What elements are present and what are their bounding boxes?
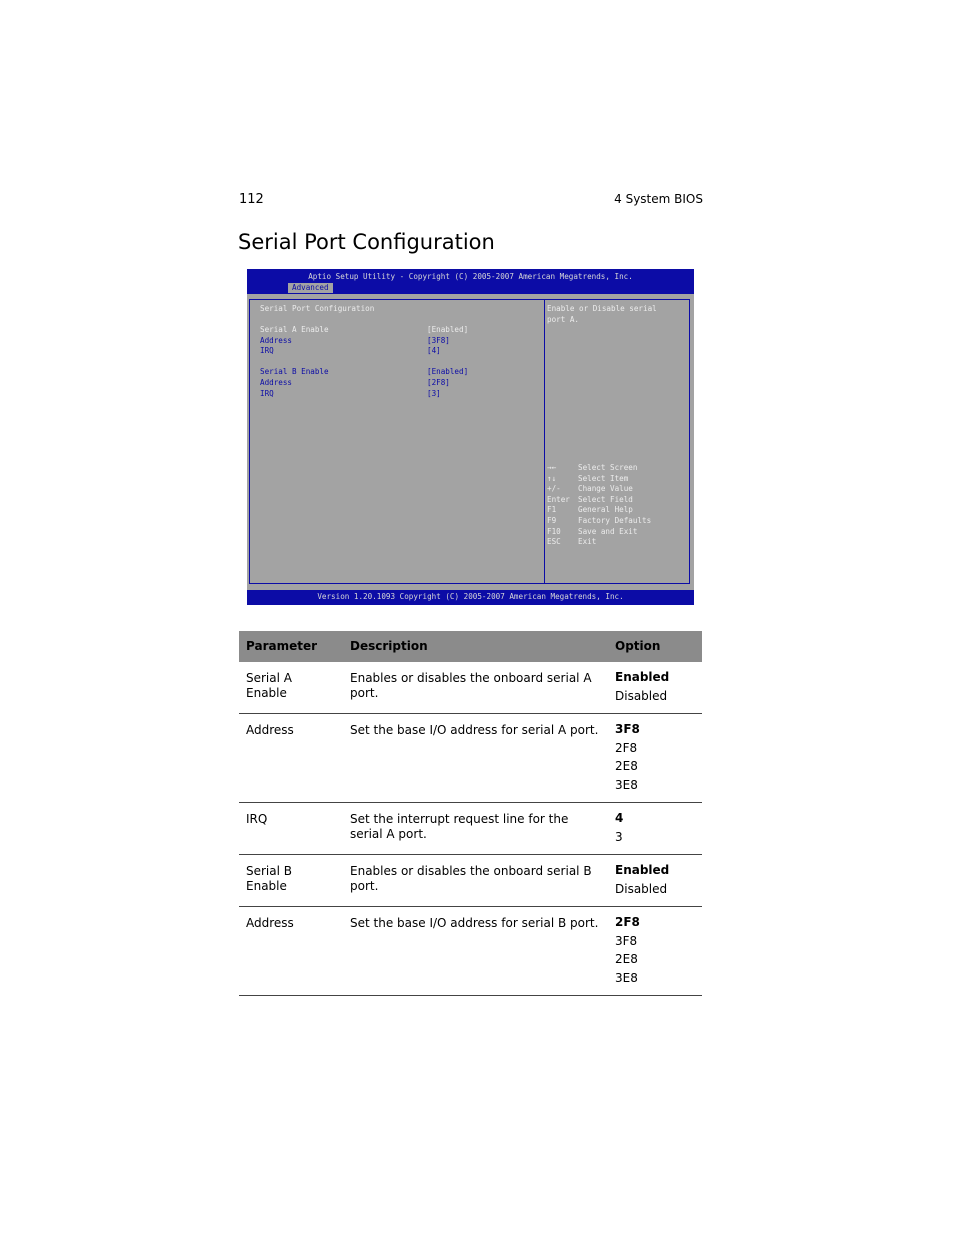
description-cell [343, 907, 608, 996]
bios-setting-label: Address [260, 335, 293, 345]
option-cell [608, 803, 702, 855]
bios-setting-value: [Enabled] [427, 325, 469, 334]
parameter-cell [239, 907, 343, 996]
bios-setting-value: [2F8] [427, 378, 450, 387]
bios-status-bar [247, 590, 694, 605]
table-header-row [239, 631, 702, 662]
parameter-cell [239, 803, 343, 855]
option-cell [608, 714, 702, 803]
option: 2E8 [615, 952, 638, 966]
bios-key: F9 [547, 516, 557, 525]
parameter-name: Address [246, 723, 294, 737]
bios-key-action: Select Field [578, 494, 633, 504]
default-option: 3F8 [615, 722, 640, 736]
default-option: Enabled [615, 863, 670, 877]
bios-setting-value: [4] [427, 346, 441, 356]
bios-screenshot [247, 269, 694, 605]
bios-key: →← [547, 463, 557, 472]
bios-key-action: Select Item [578, 473, 629, 483]
bios-key: F1 [547, 505, 557, 515]
parameter-table [239, 631, 702, 996]
parameter-name: Serial B Enable [246, 864, 293, 893]
bios-setting-label: Serial A Enable [260, 325, 329, 334]
bios-key-action: Save and Exit [578, 526, 638, 536]
description-text: Set the interrupt request line for the serial A port. [350, 812, 569, 841]
bios-setting-label: Address [260, 378, 293, 387]
option: 3E8 [615, 970, 638, 985]
option: 2F8 [615, 740, 638, 755]
description-cell [343, 803, 608, 855]
bios-divider [544, 299, 545, 584]
bios-setting-value: [Enabled] [427, 367, 469, 377]
bios-key-action: General Help [578, 505, 633, 515]
bios-tab-advanced: Advanced [288, 283, 333, 293]
bios-help-text: Enable or Disable serial [547, 304, 657, 313]
description-text: Set the base I/O address for serial B port. [350, 916, 599, 930]
option: Disabled [615, 881, 668, 896]
parameter-name: Serial A Enable [246, 671, 292, 700]
bios-key-action: Select Screen [578, 463, 638, 472]
bios-title: Aptio Setup Utility - Copyright (C) 2005-2007 American Megatrends, Inc. [308, 272, 633, 281]
bios-help-text: port A. [547, 314, 580, 324]
parameter-name: Address [246, 916, 294, 930]
description-cell [343, 855, 608, 907]
bios-key-action: Factory Defaults [578, 516, 652, 525]
bios-frame [249, 299, 690, 584]
bios-key: F10 [547, 526, 561, 536]
option-cell [608, 662, 702, 714]
bios-key: ESC [547, 537, 561, 547]
option-cell [608, 855, 702, 907]
running-header: 4 System BIOS [614, 192, 703, 206]
option: 3F8 [615, 933, 638, 948]
bios-key: ↑↓ [547, 473, 557, 483]
description-text: Enables or disables the onboard serial A port. [350, 671, 592, 700]
bios-setting-label: IRQ [260, 388, 274, 398]
parameter-cell [239, 855, 343, 907]
bios-setting-label: IRQ [260, 346, 274, 356]
parameter-cell [239, 662, 343, 714]
table-row [239, 662, 702, 714]
option-cell [608, 907, 702, 996]
column-header: Parameter [239, 631, 343, 662]
parameter-cell [239, 714, 343, 803]
bios-key-action: Exit [578, 537, 597, 547]
table-row [239, 714, 702, 803]
column-header: Option [608, 631, 702, 662]
default-option: 2F8 [615, 915, 640, 929]
column-header: Description [343, 631, 608, 662]
bios-panel-title: Serial Port Configuration [260, 304, 375, 313]
description-text: Set the base I/O address for serial A port. [350, 723, 599, 737]
bios-setting-value: [3F8] [427, 335, 450, 345]
option: 3E8 [615, 777, 638, 792]
default-option: 4 [615, 811, 624, 825]
bios-key: Enter [547, 494, 570, 504]
option: 3 [615, 829, 623, 844]
page-number: 112 [239, 192, 264, 207]
bios-title-bar [247, 269, 694, 294]
bios-key-action: Change Value [578, 484, 633, 494]
bios-key: +/- [547, 484, 561, 494]
table-row [239, 855, 702, 907]
table-row [239, 803, 702, 855]
parameter-name: IRQ [246, 812, 268, 826]
default-option: Enabled [615, 670, 670, 684]
option: Disabled [615, 688, 668, 703]
bios-setting-label: Serial B Enable [260, 367, 329, 377]
option: 2E8 [615, 759, 638, 773]
bios-version: Version 1.20.1093 Copyright (C) 2005-2007 American Megatrends, Inc. [317, 592, 624, 601]
description-cell [343, 714, 608, 803]
section-title: Serial Port Configuration [238, 230, 495, 254]
description-text: Enables or disables the onboard serial B port. [350, 864, 592, 893]
bios-setting-value: [3] [427, 388, 441, 398]
description-cell [343, 662, 608, 714]
table-row [239, 907, 702, 996]
